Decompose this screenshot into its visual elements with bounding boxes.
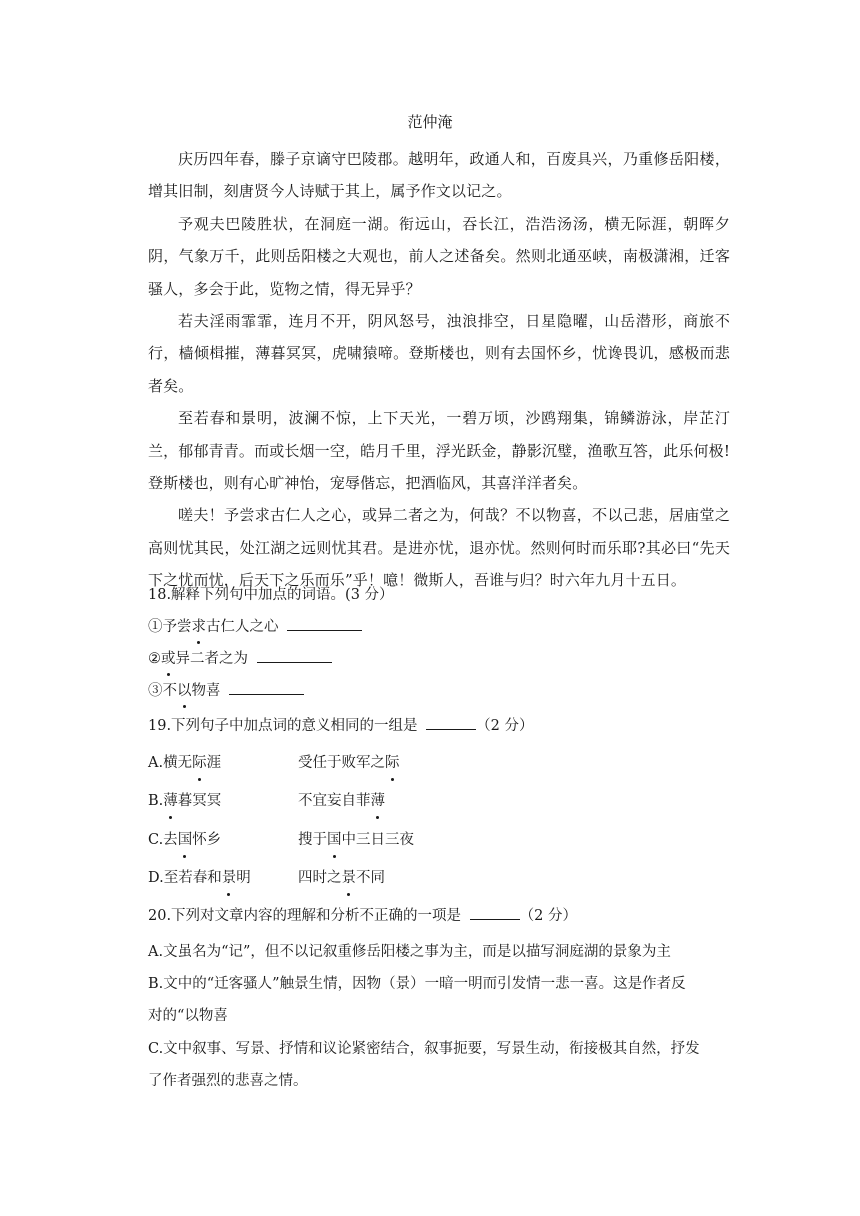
answer-blank[interactable] — [426, 713, 476, 730]
item-text: 物喜 — [191, 683, 221, 699]
passage-paragraph: 至若春和景明，波澜不惊，上下天光，一碧万顷，沙鸥翔集，锦鳞游泳，岸芷汀兰，郁郁青青。而或长烟一空，皓月千里，浮光跃金，静影沉璧，渔歌互答，此乐何极!登斯楼也，则有心旷神怡，宠辱偕忘，把酒临风，其喜洋洋者矣。 — [148, 409, 730, 493]
emphasis-dot-word: 国 — [327, 825, 342, 855]
question-20-option-c-continued: 了作者强烈的悲喜之情。 — [148, 1073, 308, 1090]
passage-paragraph: 嗟夫！予尝求古仁人之心，或异二者之为，何哉？不以物喜，不以己悲，居庙堂之高则忧其民，处江湖之远则忧其君。是进亦忧，退亦忧。然则何时而乐耶?其必曰“先天下之忧而忧，后天下之乐而乐”乎！噫！微斯人，吾谁与归？时六年九月十五日。 — [148, 506, 730, 590]
emphasis-dot-word: 薄 — [371, 786, 386, 816]
answer-blank[interactable] — [470, 903, 520, 920]
option-text: 涯 — [206, 755, 222, 771]
question-20-stem — [148, 902, 730, 936]
option-text: 搜于 — [298, 831, 327, 848]
item-text: 古仁人之心 — [206, 619, 279, 635]
question-score: （2 分） — [476, 718, 534, 734]
question-18-item-1 — [148, 613, 730, 645]
option-text: 受任于败军之 — [298, 755, 385, 771]
option-text: 暮冥冥 — [177, 793, 222, 810]
question-19-stem — [148, 712, 730, 748]
question-20-option-c: C.文中叙事、写景、抒情和议论紧密结合，叙事扼要，写景生动，衔接极其自然，抒发 — [148, 1040, 700, 1057]
emphasis-dot-word: 以 — [177, 677, 192, 705]
answer-blank[interactable] — [257, 646, 332, 663]
question-20-option-b-continued: 对的“以物喜 — [148, 1008, 228, 1025]
question-20-option-a: A.文虽名为“记”，但不以记叙重修岳阳楼之事为主，而是以描写洞庭湖的景象为主 — [148, 943, 671, 960]
item-number: ② — [148, 651, 161, 667]
option-text: 明 — [236, 870, 251, 887]
question-20-option-b: B.文中的“迁客骚人”触景生情，因物（景）一暗一明而引发情一悲一喜。这是作者反 — [148, 975, 686, 992]
question-text: 19.下列句子中加点词的意义相同的一组是 — [148, 718, 418, 734]
question-19-option-a — [148, 748, 730, 786]
item-text: 不 — [162, 683, 177, 699]
emphasis-dot-word: 际 — [192, 748, 207, 778]
passage-paragraph: 庆历四年春，滕子京谪守巴陵郡。越明年，政通人和，百废具兴，乃重修岳阳楼，增其旧制，刻唐贤今人诗赋于其上，属予作文以记之。 — [148, 150, 730, 201]
emphasis-dot-word: 景 — [222, 863, 237, 893]
option-text: A.横无 — [148, 755, 193, 771]
question-18-item-3 — [148, 677, 730, 712]
question-score: （2 分） — [519, 907, 578, 924]
item-number: ① — [148, 619, 163, 635]
question-19-option-c — [148, 825, 730, 863]
question-18-stem: 18.解释下列句中加点的词语。(3 分） — [148, 587, 394, 603]
question-section — [148, 581, 730, 1098]
answer-blank[interactable] — [287, 614, 362, 631]
passage-paragraph: 若夫淫雨霏霏，连月不开，阴风怒号，浊浪排空，日星隐曜，山岳潜形，商旅不行，樯倾楫摧，薄暮冥冥，虎啸猿啼。登斯楼也，则有去国怀乡，忧谗畏讥，感极而悲者矣。 — [148, 312, 730, 395]
option-text: D.至若春和 — [148, 870, 222, 887]
option-text: 不同 — [356, 870, 385, 887]
item-text: 异二者之为 — [175, 651, 248, 667]
emphasis-dot-word: 际 — [385, 748, 400, 778]
option-text: 不宜妄自菲 — [298, 793, 371, 810]
option-text: B. — [148, 793, 164, 810]
emphasis-dot-word: 求 — [192, 613, 207, 641]
emphasis-dot-word: 国 — [178, 825, 193, 855]
question-19-option-d — [148, 863, 730, 901]
emphasis-dot-word: 景 — [342, 863, 357, 893]
option-text: 中三日三夜 — [341, 831, 414, 848]
option-text: 怀乡 — [192, 831, 222, 848]
passage-paragraph: 予观夫巴陵胜状，在洞庭一湖。衔远山，吞长江，浩浩汤汤，横无际涯，朝晖夕阴，气象万千，此则岳阳楼之大观也，前人之述备矣。然则北通巫峡，南极潇湘，迁客骚人，多会于此，览物之情，得无异乎？ — [148, 214, 730, 298]
emphasis-dot-word: 薄 — [163, 786, 178, 816]
classical-passage — [148, 143, 730, 597]
option-text: 四时之 — [298, 870, 342, 887]
option-text: C.去 — [148, 831, 178, 848]
item-number: ③ — [148, 683, 163, 699]
author-name: 范仲淹 — [407, 113, 453, 131]
question-20-options — [148, 936, 730, 1098]
question-18-item-2 — [148, 645, 730, 677]
question-text: 20.下列对文章内容的理解和分析不正确的一项是 — [148, 907, 462, 924]
answer-blank[interactable] — [229, 678, 304, 695]
question-19-option-b — [148, 786, 730, 824]
item-text: 予尝 — [162, 619, 192, 635]
emphasis-dot-word: 或 — [161, 645, 176, 673]
